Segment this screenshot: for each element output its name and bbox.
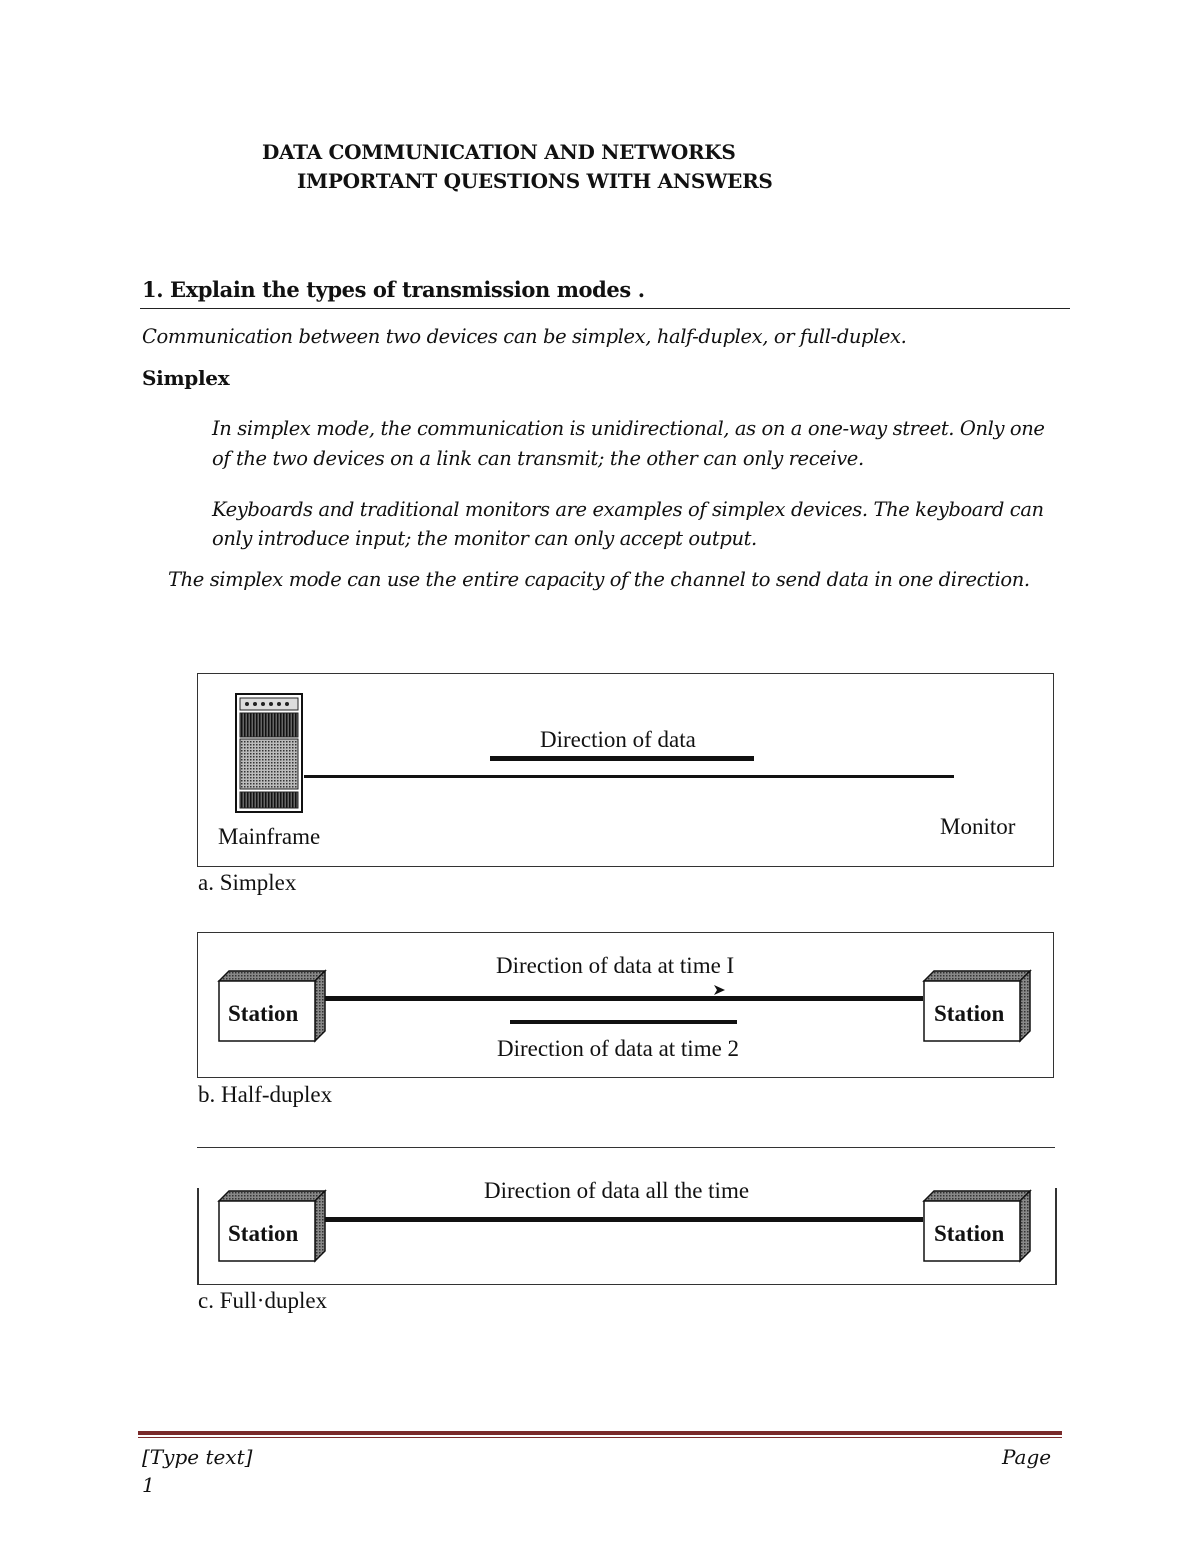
paragraph-1-line-2: of the two devices on a link can transmit; the other can only receive. <box>212 447 864 470</box>
monitor-label: Monitor <box>940 814 1016 839</box>
arrow-head-icon <box>712 982 726 996</box>
full-duplex-caption: c. Full·duplex <box>198 1288 328 1313</box>
simplex-heading: Simplex <box>142 366 230 390</box>
mainframe-icon <box>235 693 303 813</box>
simplex-direction-arrow <box>490 756 754 761</box>
half-duplex-caption: b. Half-duplex <box>198 1082 333 1107</box>
full-duplex-link-line <box>325 1217 923 1222</box>
intro-text: Communication between two devices can be simplex, half-duplex, or full-duplex. <box>142 325 907 348</box>
simplex-figure-frame <box>197 673 1054 867</box>
full-duplex-right-station-label: Station <box>934 1221 1005 1246</box>
footer-page-number: 1 <box>142 1473 155 1497</box>
half-duplex-left-station-label: Station <box>228 1001 299 1026</box>
full-duplex-direction-label: Direction of data all the time <box>484 1178 750 1203</box>
footer-left-text: [Type text] <box>142 1445 253 1469</box>
half-duplex-right-station-label: Station <box>934 1001 1005 1026</box>
paragraph-2-line-2: only introduce input; the monitor can only accept output. <box>212 527 757 550</box>
paragraph-1-line-1: In simplex mode, the communication is unidirectional, as on a one-way street. Only one <box>212 417 1045 440</box>
footer-rule-thin <box>138 1437 1062 1438</box>
document-title-line-2: IMPORTANT QUESTIONS WITH ANSWERS <box>297 169 773 193</box>
question-title: 1. Explain the types of transmission modes . <box>142 277 645 302</box>
question-divider <box>140 308 1070 309</box>
paragraph-3: The simplex mode can use the entire capacity of the channel to send data in one direction. <box>168 568 1030 591</box>
simplex-caption: a. Simplex <box>198 870 297 895</box>
full-duplex-left-station-label: Station <box>228 1221 299 1246</box>
simplex-direction-label: Direction of data <box>540 727 696 752</box>
mainframe-label: Mainframe <box>218 824 321 849</box>
full-duplex-top-rule <box>197 1147 1055 1148</box>
footer-page-label: Page <box>1002 1445 1052 1469</box>
half-duplex-direction-arrow-2 <box>510 1020 737 1024</box>
half-duplex-direction-label-1: Direction of data at time I <box>496 953 735 978</box>
simplex-link-line <box>304 775 954 778</box>
paragraph-2-line-1: Keyboards and traditional monitors are examples of simplex devices. The keyboard can <box>212 498 1044 521</box>
half-duplex-link-line <box>325 996 923 1001</box>
document-title-line-1: DATA COMMUNICATION AND NETWORKS <box>262 140 736 164</box>
footer-rule <box>138 1431 1062 1435</box>
half-duplex-direction-label-2: Direction of data at time 2 <box>497 1036 740 1061</box>
